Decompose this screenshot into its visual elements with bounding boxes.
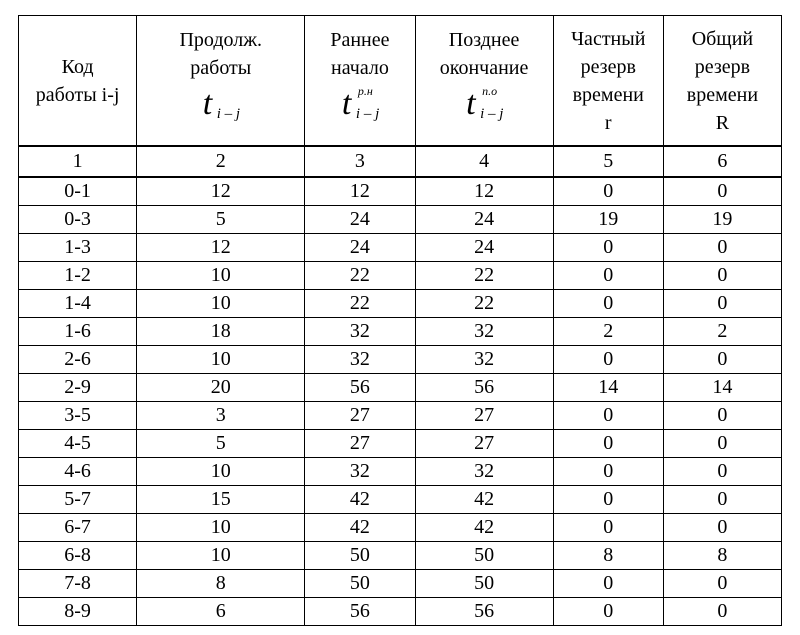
table-row — [19, 346, 782, 374]
header-line: окончание — [439, 56, 529, 79]
work-code-cell: 4-6 — [19, 458, 137, 486]
free-float-cell: 0 — [553, 262, 663, 290]
header-duration — [137, 16, 305, 147]
column-number: 4 — [415, 146, 553, 177]
late-finish-cell: 22 — [415, 262, 553, 290]
late-finish-cell: 42 — [415, 514, 553, 542]
column-number-row — [19, 146, 782, 177]
free-float-cell: 0 — [553, 402, 663, 430]
symbol-base: t — [202, 84, 213, 122]
table-row — [19, 458, 782, 486]
table-row — [19, 402, 782, 430]
early-start-cell: 32 — [305, 318, 415, 346]
work-code-cell: 1-2 — [19, 262, 137, 290]
early-start-symbol — [330, 84, 390, 128]
symbol-subscript: i – j — [480, 105, 504, 122]
free-float-cell: 19 — [553, 206, 663, 234]
late-finish-cell: 27 — [415, 430, 553, 458]
table-row — [19, 318, 782, 346]
free-float-cell: 0 — [553, 570, 663, 598]
duration-cell: 10 — [137, 458, 305, 486]
column-number: 3 — [305, 146, 415, 177]
table-row — [19, 486, 782, 514]
early-start-cell: 56 — [305, 598, 415, 626]
late-finish-cell: 50 — [415, 570, 553, 598]
duration-cell: 10 — [137, 346, 305, 374]
free-float-cell: 0 — [553, 458, 663, 486]
work-code-cell: 1-3 — [19, 234, 137, 262]
free-float-cell: 0 — [553, 346, 663, 374]
early-start-cell: 32 — [305, 346, 415, 374]
free-float-cell: 2 — [553, 318, 663, 346]
duration-cell: 15 — [137, 486, 305, 514]
early-start-cell: 50 — [305, 570, 415, 598]
late-finish-cell: 24 — [415, 206, 553, 234]
table-row — [19, 262, 782, 290]
late-finish-cell: 56 — [415, 374, 553, 402]
duration-cell: 5 — [137, 430, 305, 458]
total-float-cell: 0 — [663, 262, 781, 290]
work-code-cell: 0-3 — [19, 206, 137, 234]
column-number: 5 — [553, 146, 663, 177]
header-line: Позднее — [448, 28, 520, 51]
free-float-cell: 0 — [553, 234, 663, 262]
table-row — [19, 290, 782, 318]
total-float-cell: 0 — [663, 346, 781, 374]
table-row — [19, 177, 782, 206]
duration-cell: 3 — [137, 402, 305, 430]
total-float-cell: 0 — [663, 458, 781, 486]
header-line: работы — [190, 56, 252, 79]
total-float-cell: 8 — [663, 542, 781, 570]
table-body — [19, 146, 782, 626]
early-start-cell: 27 — [305, 430, 415, 458]
total-float-cell: 0 — [663, 234, 781, 262]
late-finish-cell: 56 — [415, 598, 553, 626]
duration-cell: 5 — [137, 206, 305, 234]
duration-cell: 18 — [137, 318, 305, 346]
total-float-cell: 0 — [663, 486, 781, 514]
total-float-cell: 0 — [663, 177, 781, 206]
early-start-cell: 24 — [305, 206, 415, 234]
column-number: 6 — [663, 146, 781, 177]
total-float-cell: 19 — [663, 206, 781, 234]
work-code-cell: 0-1 — [19, 177, 137, 206]
free-float-cell: 14 — [553, 374, 663, 402]
duration-cell: 10 — [137, 542, 305, 570]
total-float-cell: 0 — [663, 402, 781, 430]
free-float-cell: 0 — [553, 514, 663, 542]
free-float-cell: 0 — [553, 290, 663, 318]
early-start-cell: 50 — [305, 542, 415, 570]
header-early-start — [305, 16, 415, 147]
header-line: r — [604, 111, 612, 134]
early-start-cell: 42 — [305, 514, 415, 542]
early-start-cell: 32 — [305, 458, 415, 486]
late-finish-cell: 32 — [415, 458, 553, 486]
work-code-cell: 1-4 — [19, 290, 137, 318]
late-finish-cell: 50 — [415, 542, 553, 570]
total-float-cell: 0 — [663, 430, 781, 458]
free-float-cell: 0 — [553, 486, 663, 514]
work-code-cell: 2-9 — [19, 374, 137, 402]
table-row — [19, 598, 782, 626]
total-float-cell: 0 — [663, 514, 781, 542]
table-row — [19, 570, 782, 598]
late-finish-cell: 42 — [415, 486, 553, 514]
table-row — [19, 374, 782, 402]
duration-cell: 20 — [137, 374, 305, 402]
header-line: времени — [686, 83, 759, 106]
work-code-cell: 3-5 — [19, 402, 137, 430]
duration-cell: 10 — [137, 514, 305, 542]
header-line: начало — [330, 56, 389, 79]
table-row — [19, 514, 782, 542]
symbol-superscript: р.н — [357, 83, 373, 98]
duration-cell: 12 — [137, 177, 305, 206]
late-finish-cell: 24 — [415, 234, 553, 262]
symbol-superscript: п.о — [482, 83, 498, 98]
header-row — [19, 16, 782, 147]
work-code-cell: 2-6 — [19, 346, 137, 374]
duration-cell: 8 — [137, 570, 305, 598]
header-line: Код — [61, 55, 94, 78]
header-work-code — [19, 16, 137, 147]
table-row — [19, 430, 782, 458]
work-code-cell: 7-8 — [19, 570, 137, 598]
early-start-cell: 22 — [305, 290, 415, 318]
header-line: Раннее — [330, 28, 390, 51]
header-line: Частный — [571, 27, 646, 50]
early-start-cell: 27 — [305, 402, 415, 430]
work-code-cell: 6-8 — [19, 542, 137, 570]
header-total-float — [663, 16, 781, 147]
symbol-subscript: i – j — [355, 105, 380, 122]
column-number: 1 — [19, 146, 137, 177]
late-finish-symbol — [454, 84, 514, 128]
total-float-cell: 2 — [663, 318, 781, 346]
symbol-base: t — [466, 84, 476, 122]
work-code-cell: 4-5 — [19, 430, 137, 458]
duration-cell: 12 — [137, 234, 305, 262]
free-float-cell: 0 — [553, 430, 663, 458]
header-line: R — [715, 111, 730, 134]
column-number: 2 — [137, 146, 305, 177]
total-float-cell: 0 — [663, 598, 781, 626]
header-line: резерв — [694, 55, 751, 78]
free-float-cell: 8 — [553, 542, 663, 570]
header-late-finish — [415, 16, 553, 147]
work-schedule-table — [18, 15, 782, 626]
work-code-cell: 6-7 — [19, 514, 137, 542]
header-line: работы i-j — [35, 83, 120, 106]
late-finish-cell: 32 — [415, 346, 553, 374]
table-row — [19, 206, 782, 234]
document-page — [18, 15, 782, 626]
early-start-cell: 12 — [305, 177, 415, 206]
late-finish-cell: 27 — [415, 402, 553, 430]
table-row — [19, 234, 782, 262]
header-free-float — [553, 16, 663, 147]
late-finish-cell: 22 — [415, 290, 553, 318]
duration-symbol — [191, 84, 251, 128]
early-start-cell: 24 — [305, 234, 415, 262]
duration-cell: 6 — [137, 598, 305, 626]
work-code-cell: 8-9 — [19, 598, 137, 626]
late-finish-cell: 32 — [415, 318, 553, 346]
total-float-cell: 0 — [663, 570, 781, 598]
late-finish-cell: 12 — [415, 177, 553, 206]
symbol-subscript: i – j — [216, 105, 241, 122]
duration-cell: 10 — [137, 290, 305, 318]
early-start-cell: 42 — [305, 486, 415, 514]
work-code-cell: 5-7 — [19, 486, 137, 514]
header-line: Общий — [691, 27, 754, 50]
early-start-cell: 22 — [305, 262, 415, 290]
total-float-cell: 0 — [663, 290, 781, 318]
free-float-cell: 0 — [553, 598, 663, 626]
early-start-cell: 56 — [305, 374, 415, 402]
header-line: резерв — [580, 55, 636, 78]
header-line: Продолж. — [179, 28, 263, 51]
header-line: времени — [572, 83, 644, 106]
total-float-cell: 14 — [663, 374, 781, 402]
duration-cell: 10 — [137, 262, 305, 290]
work-code-cell: 1-6 — [19, 318, 137, 346]
free-float-cell: 0 — [553, 177, 663, 206]
table-row — [19, 542, 782, 570]
symbol-base: t — [341, 84, 352, 122]
